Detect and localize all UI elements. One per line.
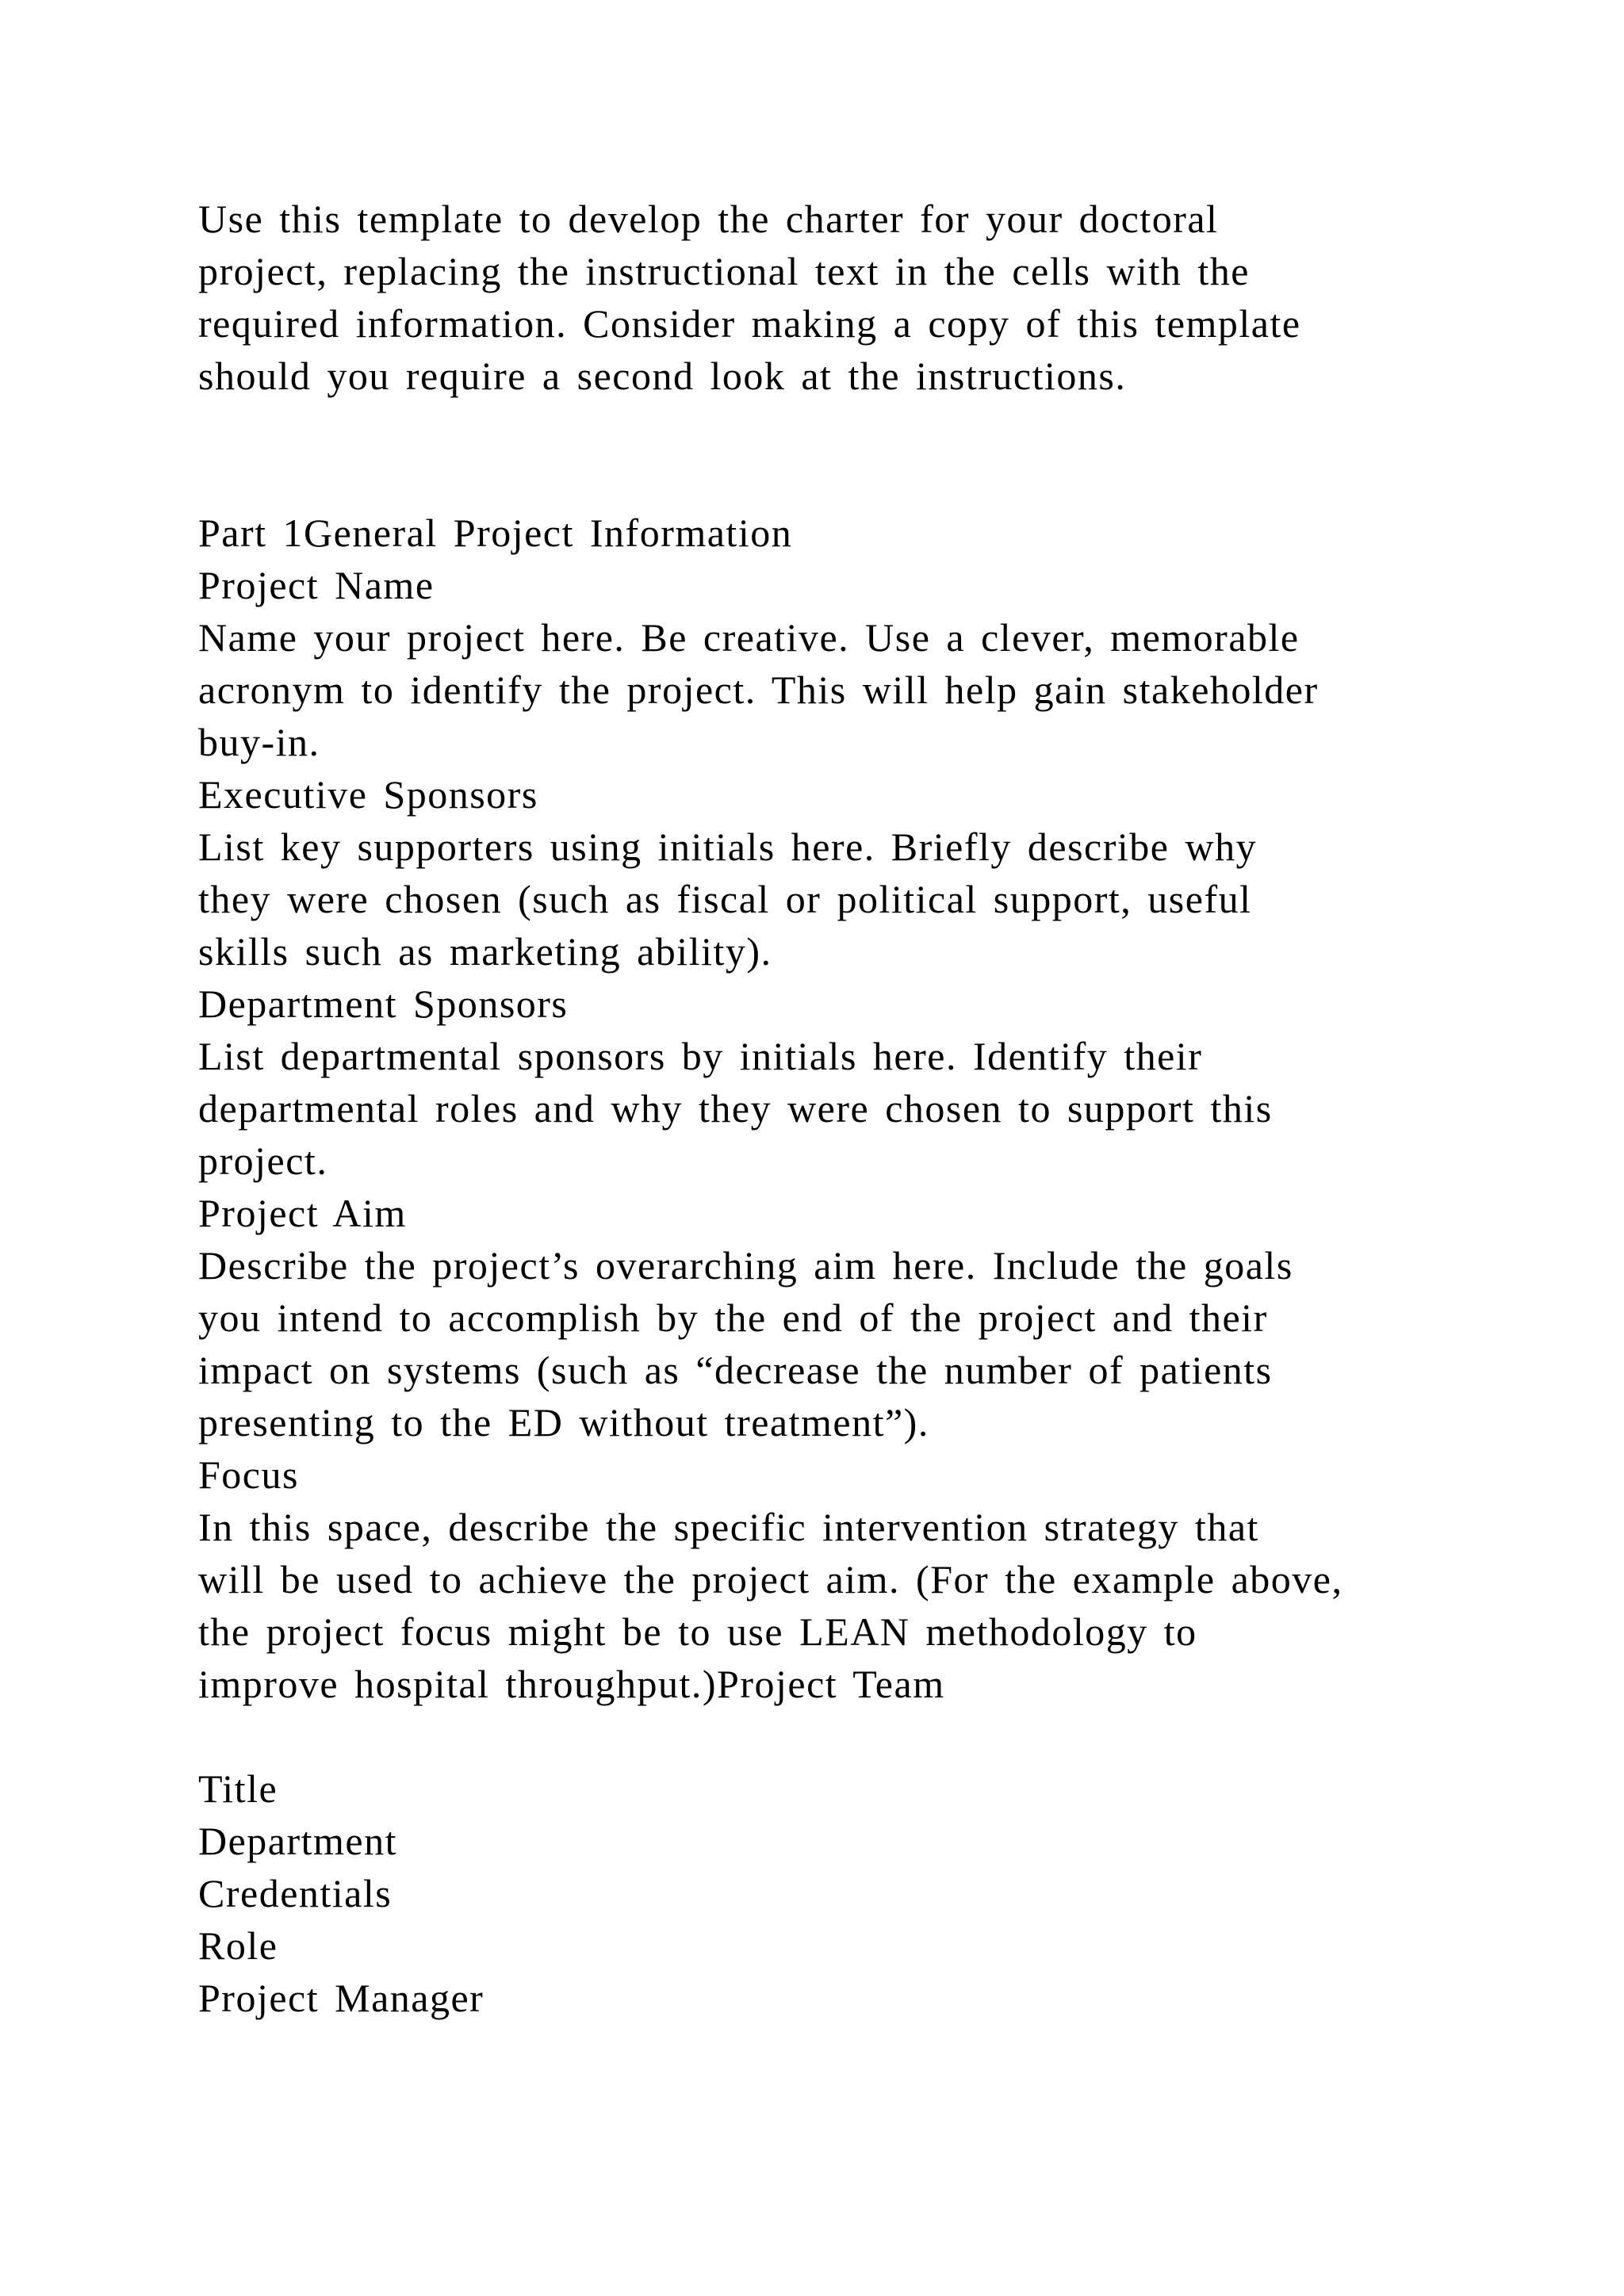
team-column-credentials: Credentials (198, 1871, 393, 1915)
instruction-line: buy-in. (198, 720, 320, 764)
field-label-focus: Focus (198, 1452, 299, 1497)
instruction-line: you intend to accomplish by the end of the project and their (198, 1295, 1268, 1340)
intro-line: should you require a second look at the instructions. (198, 354, 1127, 398)
section-heading: Part 1General Project Information (198, 511, 793, 555)
instruction-line: they were chosen (such as fiscal or political support, useful (198, 877, 1252, 921)
field-label-project-aim: Project Aim (198, 1191, 407, 1235)
team-column-role: Role (198, 1923, 278, 1968)
instruction-line: Describe the project’s overarching aim here. Include the goals (198, 1243, 1293, 1288)
instruction-line: List departmental sponsors by initials here. Identify their (198, 1034, 1203, 1078)
field-label-executive-sponsors: Executive Sponsors (198, 772, 538, 817)
team-row-project-manager: Project Manager (198, 1976, 485, 2020)
instruction-line: acronym to identify the project. This will help gain stakeholder (198, 668, 1319, 712)
team-column-title: Title (198, 1766, 278, 1811)
instruction-line: skills such as marketing ability). (198, 929, 772, 974)
instruction-line: presenting to the ED without treatment”). (198, 1400, 929, 1445)
instruction-line: departmental roles and why they were chosen to support this (198, 1086, 1273, 1131)
field-label-department-sponsors: Department Sponsors (198, 982, 569, 1026)
field-label-project-name: Project Name (198, 563, 435, 607)
instruction-line: project. (198, 1138, 328, 1183)
blank-line (198, 1710, 1467, 1762)
team-column-department: Department (198, 1819, 398, 1863)
intro-line: project, replacing the instructional text in the cells with the (198, 249, 1250, 293)
instruction-line: improve hospital throughput.)Project Team (198, 1662, 945, 1706)
intro-paragraph (198, 193, 1467, 402)
instruction-line: Name your project here. Be creative. Use a clever, memorable (198, 615, 1300, 660)
instruction-line: List key supporters using initials here. Briefly describe why (198, 825, 1258, 869)
intro-line: Use this template to develop the charter for your doctoral (198, 197, 1219, 241)
instruction-line: the project focus might be to use LEAN methodology to (198, 1609, 1197, 1654)
instruction-line: In this space, describe the specific intervention strategy that (198, 1505, 1259, 1549)
instruction-line: impact on systems (such as “decrease the number of patients (198, 1348, 1273, 1392)
instruction-line: will be used to achieve the project aim. (For the example above, (198, 1557, 1343, 1601)
intro-line: required information. Consider making a copy of this template (198, 301, 1301, 346)
charter-body (198, 507, 1467, 2024)
